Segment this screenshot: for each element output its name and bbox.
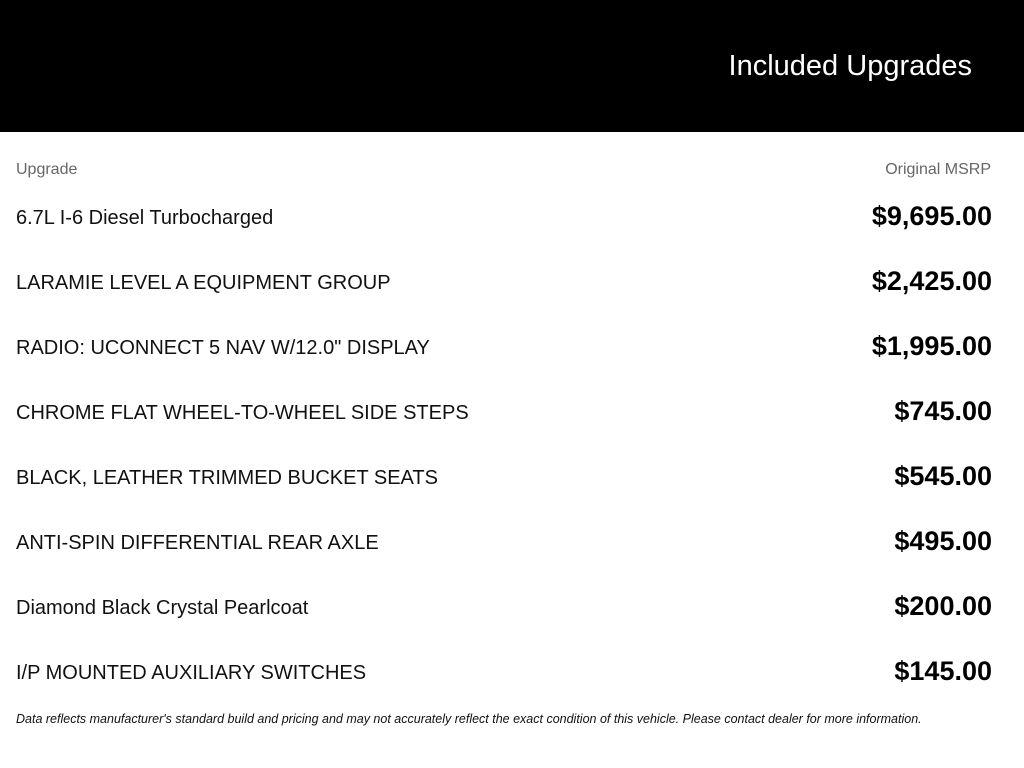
upgrade-name: RADIO: UCONNECT 5 NAV W/12.0" DISPLAY [16, 337, 430, 359]
upgrade-price: $9,695.00 [871, 201, 992, 231]
page-title: Included Upgrades [728, 50, 972, 82]
upgrade-name: Diamond Black Crystal Pearlcoat [16, 597, 309, 619]
upgrade-name: LARAMIE LEVEL A EQUIPMENT GROUP [16, 272, 391, 294]
upgrade-price: $1,995.00 [871, 331, 992, 361]
upgrade-price: $545.00 [894, 461, 992, 491]
upgrade-row [0, 392, 1024, 432]
upgrade-row [0, 587, 1024, 627]
upgrade-name: BLACK, LEATHER TRIMMED BUCKET SEATS [16, 467, 438, 489]
upgrade-name: ANTI-SPIN DIFFERENTIAL REAR AXLE [16, 532, 379, 554]
upgrade-name: CHROME FLAT WHEEL-TO-WHEEL SIDE STEPS [16, 402, 469, 424]
upgrade-row [0, 457, 1024, 497]
upgrade-name: I/P MOUNTED AUXILIARY SWITCHES [16, 662, 367, 684]
upgrade-name: 6.7L I-6 Diesel Turbocharged [16, 207, 274, 229]
upgrade-price: $200.00 [894, 591, 992, 621]
upgrade-price: $495.00 [894, 526, 992, 556]
upgrade-row [0, 327, 1024, 367]
column-headers [0, 132, 1024, 178]
upgrade-row [0, 262, 1024, 302]
upgrade-price: $745.00 [894, 396, 992, 426]
upgrade-row [0, 522, 1024, 562]
upgrade-price: $145.00 [894, 656, 992, 686]
header-banner [0, 0, 1024, 132]
disclaimer-text: Data reflects manufacturer's standard build and pricing and may not accurately reflect the exact condition of this vehicle. Please contact dealer for more information. [16, 712, 922, 726]
upgrade-row [0, 652, 1024, 692]
upgrade-price: $2,425.00 [871, 266, 992, 296]
msrp-column-header: Original MSRP [885, 161, 991, 178]
upgrade-column-header: Upgrade [16, 161, 78, 178]
upgrade-row [0, 197, 1024, 237]
